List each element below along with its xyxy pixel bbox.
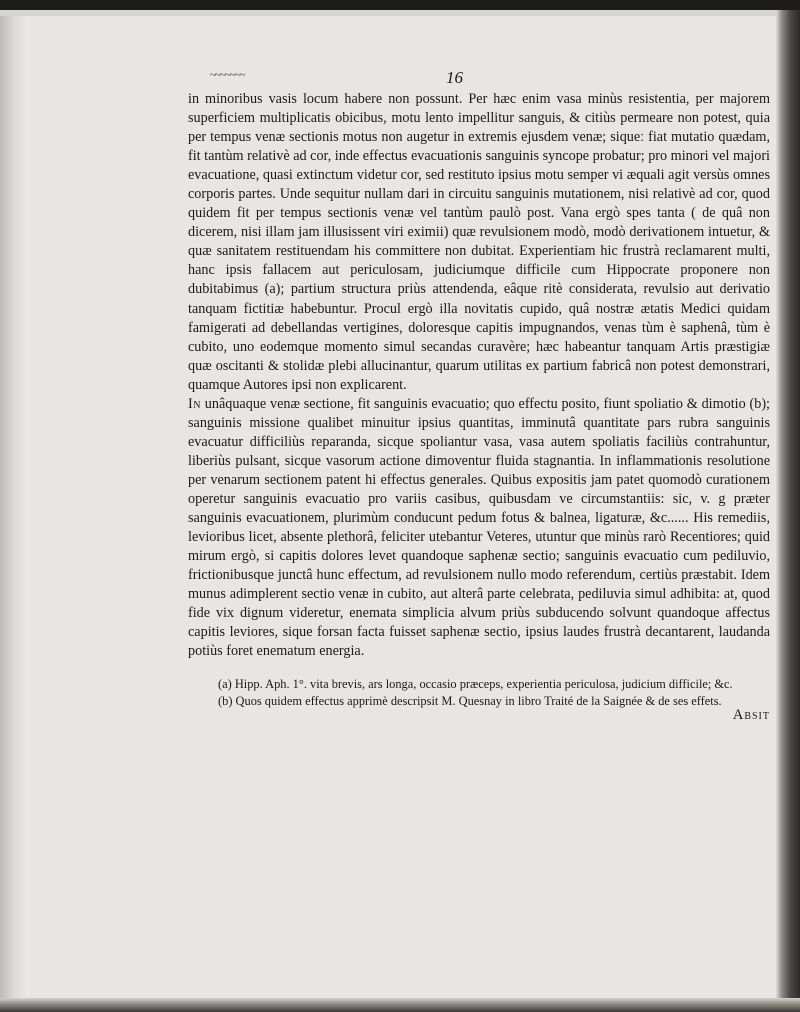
header-ornament: ~~~~~~~	[210, 69, 245, 81]
paragraph-2	[188, 395, 770, 662]
paragraph-2-text: unâquaque venæ sectione, fit sanguinis evacuatio; quo effectu posito, fiunt spoliatio & dimotio (b); sanguinis missione qualibet minuitur ipsius quantitas, imminutâ quantitate pars rubra sanguinis evacuatur difficiliùs reparanda, sicque spoliantur vasa, vasa autem spoliatis faciliùs contrahuntur, liberiùs pulsant, sicque vasorum actione dimoventur fluida stagnantia. In inflammationis resolutione per venarum sectionem patent hi effectus generales. Quibus expositis jam patet quomodò curationem operetur sanguinis evacuatio pro variis casibus, quibusdam ve circumstantiis: sic, v. g præter sanguinis evacuationem, plurimùm conducunt pedum fotus & balnea, ligaturæ, &c...... His remediis, levioribus licet, absente plethorâ, feliciter utebantur Veteres, utuntur que minùs rarò Recentiores; quid mirum ergò, si capitis dolores levet quandoque saphenæ sectio; sanguinis evacuatio cum pediluvio, frictionibusque junctâ hunc effectum, ad revulsionem nullo modo referendum, certiùs præstabit. Idem munus adimplerent sectio venæ in cubito, aut alterâ parte celebrata, pediluvia simul adhibita: at, quod fide vix dignum videretur, enemata simplicia alvum priùs subducendo solvunt quandoque affectus capitis leviores, sique forsan facta fuisset saphenæ sectio, ipsius laudes frustrà decantarent, laudanda potiùs foret enematum energia.	[188, 395, 770, 660]
catchword: Absit	[732, 707, 770, 724]
page-top-margin	[0, 10, 776, 16]
page-left-edge	[0, 0, 30, 1012]
page-top-edge	[0, 0, 800, 10]
paragraph-lead-word: In	[188, 395, 201, 412]
footnote-a: (a) Hipp. Aph. 1°. vita brevis, ars longa, occasio præceps, experientia periculosa, judicium difficile; &c.	[218, 677, 733, 692]
page-bottom-edge	[0, 998, 800, 1012]
footnote-b: (b) Quos quidem effectus apprimè descripsit M. Quesnay in libro Traité de la Saignée & de ses effets.	[218, 693, 722, 708]
page-number: 16	[446, 68, 463, 87]
page-content	[188, 68, 770, 724]
book-spine-shadow	[776, 0, 800, 1012]
paragraph-1: in minoribus vasis locum habere non possunt. Per hæc enim vasa minùs resistentia, per majorem superficiem multiplicatis obicibus, motu lento impellitur sanguis, & citiùs permeare non potest, quia per tempus venæ sectionis motus non augetur in extremis ejusdem venæ; siqueː fiat mutatio quædam, fit tantùm relativè ad cor, inde effectus evacuationis sanguinis syncope probatur; pro minori vel majori evacuatione, quasi extinctum videtur cor, sed restituto ipsius motu semper vi æquali agit versùs omnes corporis partes. Unde sequitur nullam dari in circuitu sanguinis mutationem, nisi relativè ad cor, quod quidem fit per tempus sectionis venæ vel tantùm paulò post. Vana ergò spes tanta ( de quâ non dicerem, nisi illam jam illusissent viri eximii) quæ revulsionem modò, modò derivationem intuetur, & quæ sanitatem restituendam his committere non dubitat. Experientiam hic frustrà reclamarent multi, hanc ipsis fallacem aut periculosam, judiciumque difficile cum Hippocrate proponere non dubitabimus (a); partium structura priùs attendenda, eâque ritè considerata, revulsio aut derivatio tanquam fictitiæ habebuntur. Procul ergò illa novitatis cupido, quâ nostræ ætatis Medici quidam famigerati ad debellandas vertigines, doloresque capitis impugnandos, venas tùm è saphenâ, tùm è cubito, uno eodemque momento simul secandas curavère; hæc habeantur tanquam Artis præstigiæ quæ oscitanti & stolidæ plebi allucinantur, quarum utilitas ex partium fabricâ non potest demonstrari, quamque Autores ipsi non explicarent.	[188, 91, 770, 393]
main-text	[188, 90, 770, 661]
footnotes	[188, 676, 770, 709]
page-header	[188, 68, 770, 90]
